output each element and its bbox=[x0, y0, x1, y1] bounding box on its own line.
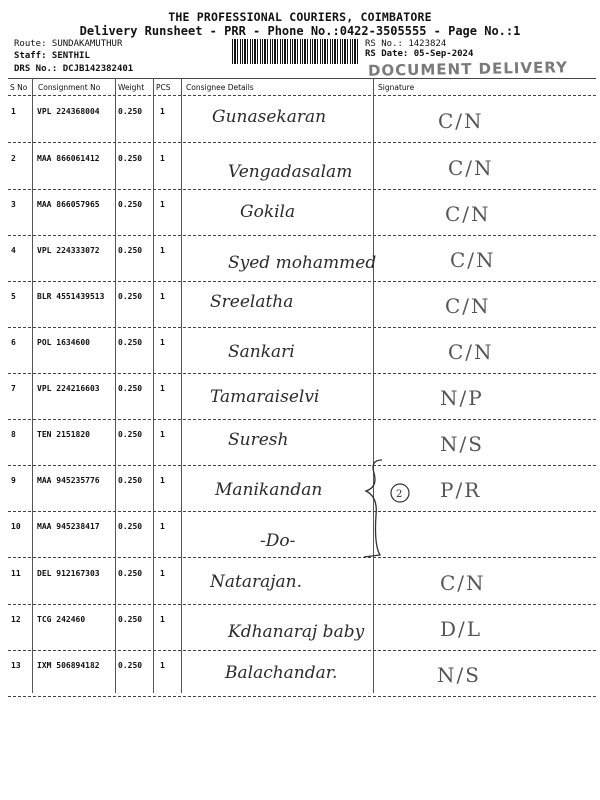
row-sno: 2 bbox=[11, 154, 16, 163]
row-weight: 0.250 bbox=[118, 107, 143, 116]
row-sno: 7 bbox=[11, 384, 16, 393]
document-delivery-stamp: DOCUMENT DELIVERY bbox=[367, 58, 569, 80]
row-consignment-no: VPL 224333072 bbox=[37, 246, 100, 255]
row-weight: 0.250 bbox=[118, 476, 143, 485]
row-weight: 0.250 bbox=[118, 246, 143, 255]
row-consignment-no: DEL 912167303 bbox=[37, 569, 100, 578]
header-subtitle: Delivery Runsheet - PRR - Phone No.:0422-3505555 - Page No.:1 bbox=[79, 24, 521, 38]
row-sno: 6 bbox=[11, 338, 16, 347]
signature-status: N/S bbox=[437, 663, 481, 687]
row-pcs: 1 bbox=[160, 338, 165, 347]
row-sno: 1 bbox=[11, 107, 16, 116]
drs-number: DRS No.: DCJB142382401 bbox=[14, 64, 134, 74]
row-weight: 0.250 bbox=[118, 154, 143, 163]
table-row bbox=[0, 97, 600, 143]
bracket-note: 2 bbox=[396, 489, 403, 500]
row-weight: 0.250 bbox=[118, 200, 143, 209]
row-weight: 0.250 bbox=[118, 522, 143, 531]
row-pcs: 1 bbox=[160, 522, 165, 531]
consignee-name: Suresh bbox=[228, 430, 289, 450]
signature-status: C/N bbox=[438, 109, 484, 133]
column-header-weight: Weight bbox=[118, 83, 145, 92]
row-pcs: 1 bbox=[160, 569, 165, 578]
row-consignment-no: TCG 242460 bbox=[37, 615, 86, 624]
row-weight: 0.250 bbox=[118, 430, 143, 439]
table-row bbox=[0, 236, 600, 282]
signature-status: C/N bbox=[445, 202, 491, 226]
row-weight: 0.250 bbox=[118, 615, 143, 624]
rs-number: RS No.: 1423824 bbox=[365, 39, 447, 49]
signature-status: N/P bbox=[440, 386, 484, 410]
row-sno: 13 bbox=[11, 661, 21, 670]
consignee-name: Manikandan bbox=[215, 480, 323, 500]
consignee-name: Kdhanaraj baby bbox=[228, 622, 365, 642]
route-label: Route: SUNDAKAMUTHUR bbox=[14, 39, 123, 49]
signature-status: D/L bbox=[440, 617, 483, 641]
row-consignment-no: IXM 506894182 bbox=[37, 661, 100, 670]
row-consignment-no: MAA 945238417 bbox=[37, 522, 100, 531]
row-pcs: 1 bbox=[160, 430, 165, 439]
signature-status: C/N bbox=[450, 248, 496, 272]
row-consignment-no: POL 1634600 bbox=[37, 338, 90, 347]
consignee-name: Sreelatha bbox=[210, 292, 294, 312]
table-row bbox=[0, 559, 600, 605]
table-row bbox=[0, 144, 600, 190]
row-consignment-no: BLR 4551439513 bbox=[37, 292, 105, 301]
row-sno: 5 bbox=[11, 292, 16, 301]
column-header-consignee: Consignee Details bbox=[186, 83, 254, 92]
consignee-name: Tamaraiselvi bbox=[210, 387, 320, 407]
header-title: THE PROFESSIONAL COURIERS, COIMBATORE bbox=[168, 10, 432, 24]
row-weight: 0.250 bbox=[118, 292, 143, 301]
table-row bbox=[0, 651, 600, 697]
row-divider bbox=[8, 696, 596, 697]
row-sno: 4 bbox=[11, 246, 16, 255]
row-sno: 11 bbox=[11, 569, 21, 578]
signature-status: N/S bbox=[440, 432, 484, 456]
row-pcs: 1 bbox=[160, 246, 165, 255]
consignee-name: Syed mohammed bbox=[228, 253, 377, 273]
consignee-name: Sankari bbox=[228, 342, 295, 362]
row-sno: 9 bbox=[11, 476, 16, 485]
table-row bbox=[0, 466, 600, 512]
row-pcs: 1 bbox=[160, 615, 165, 624]
signature-status: P/R bbox=[440, 478, 482, 502]
row-sno: 12 bbox=[11, 615, 21, 624]
table-row bbox=[0, 605, 600, 651]
row-divider bbox=[8, 557, 596, 558]
signature-status: C/N bbox=[448, 156, 494, 180]
table-row bbox=[0, 420, 600, 466]
column-header-signature: Signature bbox=[378, 83, 415, 92]
row-weight: 0.250 bbox=[118, 569, 143, 578]
row-consignment-no: VPL 224216603 bbox=[37, 384, 100, 393]
row-divider bbox=[8, 142, 596, 143]
row-sno: 10 bbox=[11, 522, 21, 531]
table-top-border bbox=[8, 78, 596, 79]
consignee-name: Natarajan. bbox=[210, 572, 302, 592]
row-sno: 8 bbox=[11, 430, 16, 439]
consignee-name: Balachandar. bbox=[225, 663, 338, 683]
row-pcs: 1 bbox=[160, 107, 165, 116]
table-row bbox=[0, 282, 600, 328]
row-pcs: 1 bbox=[160, 661, 165, 670]
consignee-name: Vengadasalam bbox=[228, 162, 353, 182]
row-sno: 3 bbox=[11, 200, 16, 209]
row-consignment-no: VPL 224368004 bbox=[37, 107, 100, 116]
consignee-name: Gokila bbox=[240, 202, 296, 222]
row-weight: 0.250 bbox=[118, 384, 143, 393]
row-consignment-no: MAA 945235776 bbox=[37, 476, 100, 485]
bracket-mark bbox=[360, 455, 420, 565]
column-header-consignment: Consignment No bbox=[38, 83, 101, 92]
row-pcs: 1 bbox=[160, 200, 165, 209]
column-header-sno: S No bbox=[10, 83, 28, 92]
row-pcs: 1 bbox=[160, 476, 165, 485]
table-header-divider bbox=[8, 95, 596, 96]
row-pcs: 1 bbox=[160, 154, 165, 163]
table-row bbox=[0, 374, 600, 420]
rs-date: RS Date: 05-Sep-2024 bbox=[365, 49, 474, 59]
row-consignment-no: TEN 2151820 bbox=[37, 430, 90, 439]
row-weight: 0.250 bbox=[118, 338, 143, 347]
table-row bbox=[0, 328, 600, 374]
row-pcs: 1 bbox=[160, 292, 165, 301]
staff-label: Staff: SENTHIL bbox=[14, 51, 90, 61]
row-weight: 0.250 bbox=[118, 661, 143, 670]
row-pcs: 1 bbox=[160, 384, 165, 393]
signature-status: C/N bbox=[445, 294, 491, 318]
table-row bbox=[0, 190, 600, 236]
table-row bbox=[0, 512, 600, 558]
consignee-name: -Do- bbox=[260, 531, 296, 551]
row-consignment-no: MAA 866057965 bbox=[37, 200, 100, 209]
signature-status: C/N bbox=[448, 340, 494, 364]
barcode bbox=[232, 39, 358, 64]
signature-status: C/N bbox=[440, 571, 486, 595]
row-consignment-no: MAA 866061412 bbox=[37, 154, 100, 163]
column-header-pcs: PCS bbox=[156, 83, 171, 92]
consignee-name: Gunasekaran bbox=[212, 107, 327, 127]
